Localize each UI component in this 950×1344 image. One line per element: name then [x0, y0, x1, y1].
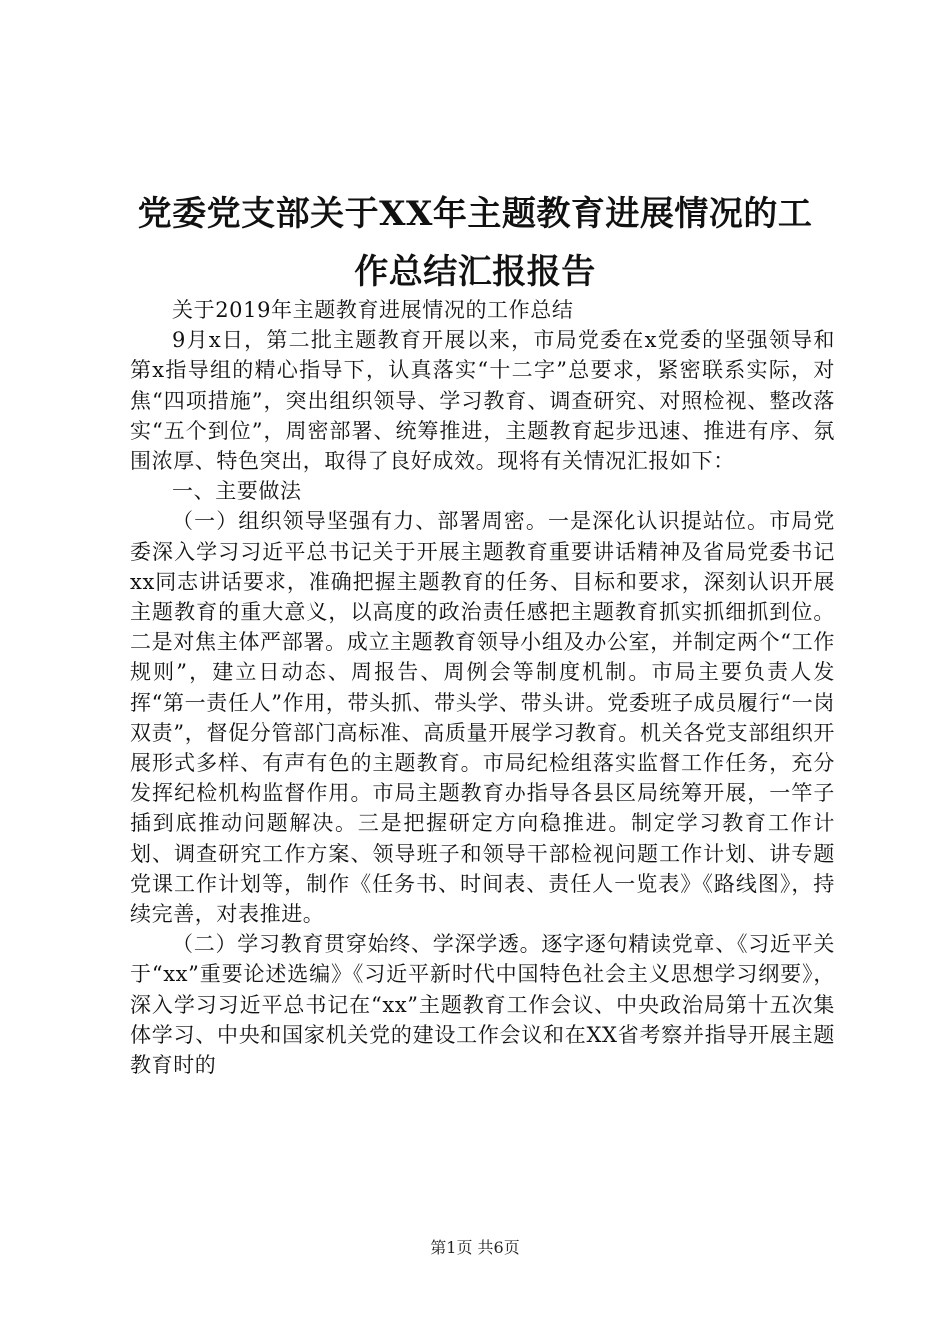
body-paragraph: （一）组织领导坚强有力、部署周密。一是深化认识提站位。市局党委深入学习习近平总书记关于开展主题教育重要讲话精神及省局党委书记xx同志讲话要求，准确把握主题教育的任务、目标和要求，深刻认识开展主题教育的重大意义，以高度的政治责任感把主题教育抓实抓细抓到位。二是对焦主体严部署。成立主题教育领导小组及办公室，并制定两个“工作规则”，建立日动态、周报告、周例会等制度机制。市局主要负责人发挥“第一责任人”作用，带头抓、带头学、带头讲。党委班子成员履行“一岗双责”，督促分管部门高标准、高质量开展学习教育。机关各党支部组织开展形式多样、有声有色的主题教育。市局纪检组落实监督工作任务，充分发挥纪检机构监督作用。市局主题教育办指导各县区局统筹开展，一竿子插到底推动问题解决。三是把握研定方向稳推进。制定学习教育工作计划、调查研究工作方案、领导班子和领导干部检视问题工作计划、讲专题党课工作计划等，制作《任务书、时间表、责任人一览表》《路线图》，持续完善，对表推进。: [130, 509, 835, 927]
page-footer: 第1页 共6页: [430, 1238, 520, 1257]
document-body: [130, 295, 835, 1080]
document-title: [110, 185, 840, 301]
section-heading: 一、主要做法: [172, 479, 302, 504]
title-line-1: 党委党支部关于XX年主题教育进展情况的工: [137, 194, 813, 234]
intro-paragraph: 9月x日，第二批主题教育开展以来，市局党委在x党委的坚强领导和第x指导组的精心指导下，认真落实“十二字”总要求，紧密联系实际，对焦“四项措施”，突出组织领导、学习教育、调查研究、对照检视、整改落实“五个到位”，周密部署、统筹推进，主题教育起步迅速、推进有序、氛围浓厚、特色突出，取得了良好成效。现将有关情况汇报如下：: [130, 328, 835, 474]
title-line-2: 作总结汇报报告: [354, 252, 596, 292]
subtitle-paragraph: 关于2019年主题教育进展情况的工作总结: [172, 298, 574, 322]
body-paragraph: （二）学习教育贯穿始终、学深学透。逐字逐句精读党章、《习近平关于“xx”重要论述选编》《习近平新时代中国特色社会主义思想学习纲要》，深入学习习近平总书记在“xx”主题教育工作会议、中央政治局第十五次集体学习、中央和国家机关党的建设工作会议和在XX省考察并指导开展主题教育时的: [130, 932, 835, 1078]
